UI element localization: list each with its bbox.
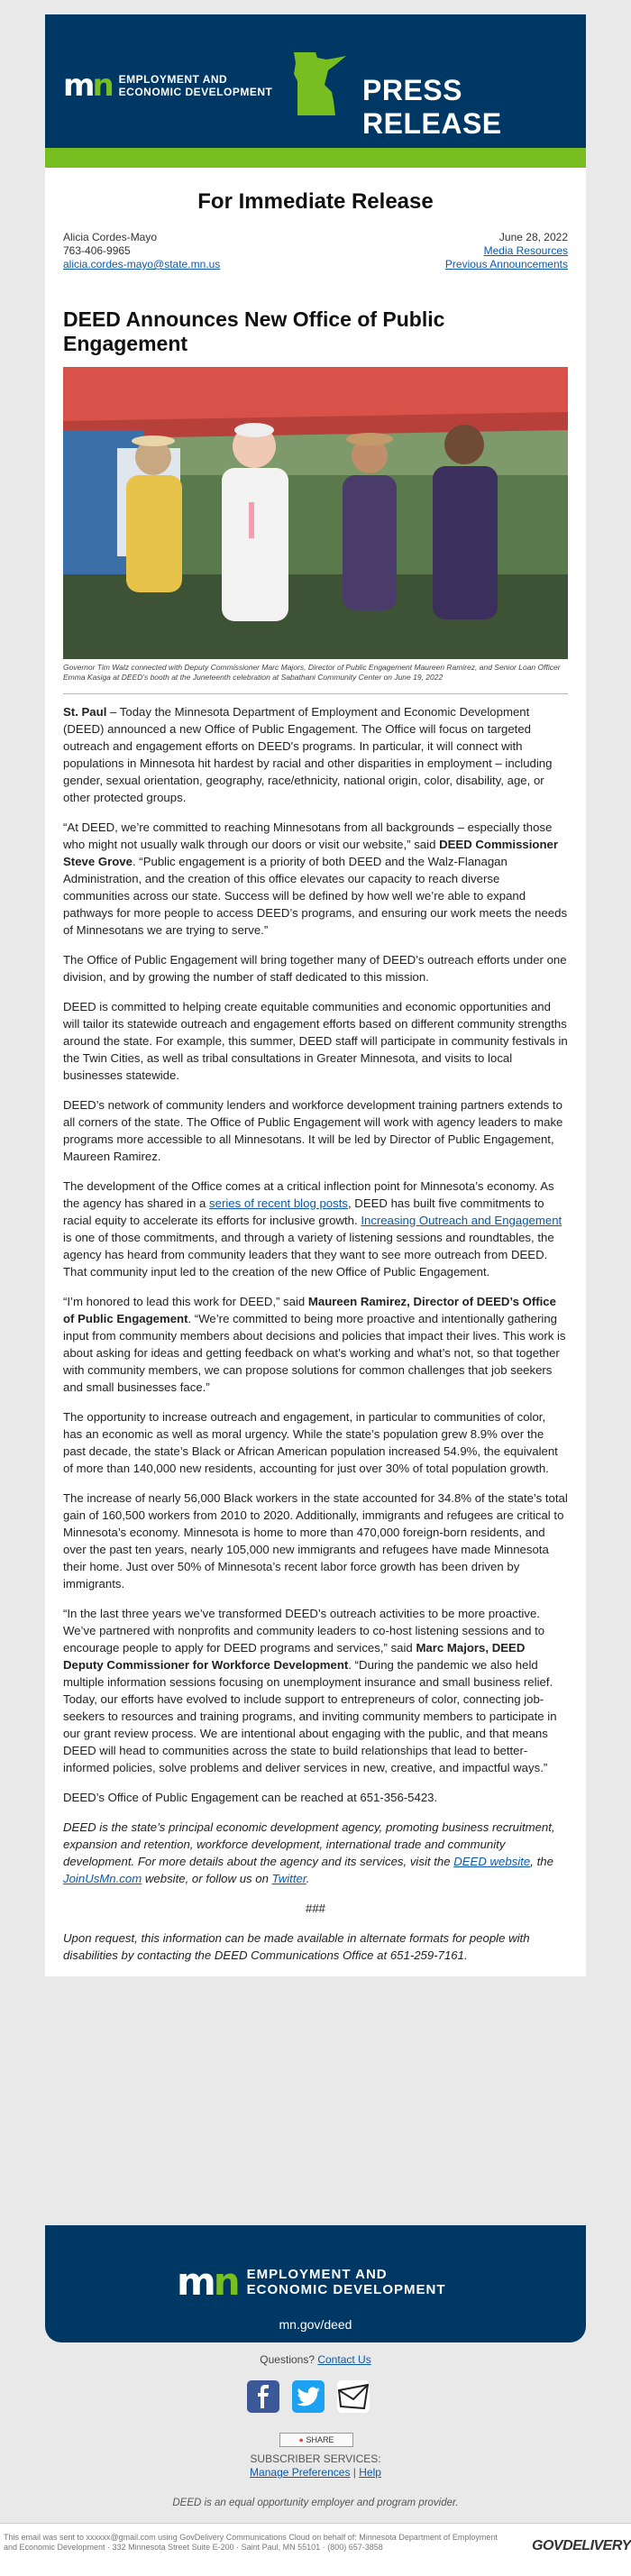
contact-us-link[interactable]: Contact Us (317, 2353, 371, 2366)
logo-line-2: ECONOMIC DEVELOPMENT (118, 86, 273, 98)
headline: DEED Announces New Office of Public Engagement (63, 307, 445, 355)
share-button[interactable]: ● SHARE (279, 2433, 353, 2447)
minnesota-state-icon (290, 50, 348, 117)
paragraph-5: DEED’s network of community lenders and workforce development training partners extends to all corners of the state. The Office of Public Engagement will work with agency leaders to make programs more accessible to all Minnesotans. It will be led by Director of Public Engagement, Maureen Ramirez. (63, 1098, 563, 1163)
contact-name: Alicia Cordes-Mayo (63, 231, 158, 243)
govdelivery-logo[interactable]: GOVDELIVERY (532, 2538, 631, 2553)
subscriber-services-label: SUBSCRIBER SERVICES: (250, 2452, 381, 2465)
footer-deed-logo: mn EMPLOYMENT AND ECONOMIC DEVELOPMENT (177, 2260, 446, 2304)
media-resources-link[interactable]: Media Resources (483, 244, 568, 257)
help-link[interactable]: Help (359, 2466, 381, 2479)
divider (63, 693, 568, 694)
legal-text: This email was sent to xxxxxx@gmail.com using GovDelivery Communications Cloud on behalf of: Minnesota Department of Employment and Economic Development · 332 Minnesota Street Suite E-200 · Saint Paul, MN 55101 · (800) 657-3858 (4, 2533, 498, 2552)
contact-email-link[interactable]: alicia.cordes-mayo@state.mn.us (63, 258, 221, 270)
social-icons (247, 2380, 370, 2413)
subscriber-services: SUBSCRIBER SERVICES: Manage Preferences | Help (0, 2452, 631, 2480)
paragraph-4: DEED is committed to helping create equitable communities and economic opportunities and will tailor its statewide outreach and engagement efforts based on different community strengths around the state. For example, this summer, DEED staff will participate in community festivals in the Twin Cities, as well as tribal consultations in Greater Minnesota, and visits to local businesses statewide. (63, 1000, 568, 1082)
contact-info (45, 231, 586, 271)
paragraph-12: DEED is the state’s principal economic development agency, promoting business recruitment, expansion and retention, workforce development, international trade and community development. For more details about the agency and its services, visit the DEED website, the JoinUsMn.com website, or follow us on Twitter. (63, 1820, 555, 1885)
questions-line: Questions? Contact Us (260, 2353, 371, 2366)
eop-statement: DEED is an equal opportunity employer and program provider. (172, 2498, 459, 2508)
contact-phone: 763-406-9965 (63, 244, 131, 257)
footer-logo-banner (45, 2225, 586, 2342)
email-icon[interactable] (337, 2380, 370, 2413)
paragraph-2: “At DEED, we’re committed to reaching Minnesotans from all backgrounds – especially those who might not usually walk through our doors or visit our website,” said DEED Commissioner Steve Grove. “Public engagement is a priority of both DEED and the Walz-Flanagan Administration, and the creation of this office elevates our capacity to reach diverse communities across our state. Success will be defined by how well we’re able to expand pathways for more people to access DEED’s programs, and ensuring our work meets the needs of Minnesotans we are trying to serve.” (63, 820, 568, 937)
twitter-link[interactable]: Twitter (271, 1872, 306, 1885)
paragraph-1: St. Paul – Today the Minnesota Department of Employment and Economic Development (DEED) announced a new Office of Public Engagement. The Office will focus on targeted outreach and engagement efforts on DEED's programs. In particular, it will connect with populations in Minnesota hit hardest by racial and other disparities in employment – including gender, sexual orientation, geography, race/ethnicity, national origin, color, disability, age, or other protected groups. (63, 705, 553, 804)
logo-line-1: EMPLOYMENT AND (118, 73, 228, 86)
deed-logo: mn EMPLOYMENT AND ECONOMIC DEVELOPMENT (63, 68, 273, 104)
header-banner (45, 14, 586, 148)
paragraph-11: DEED’s Office of Public Engagement can be reached at 651-356-5423. (63, 1791, 438, 1804)
paragraph-7: “I’m honored to lead this work for DEED,” said Maureen Ramirez, Director of DEED’s Office of Public Engagement. “We’re committed to being more proactive and intentionally gathering input from community members about decisions and policies that impact their lives. This work is about asking for ideas and getting feedback on what’s working and what’s not, so that together with community members, we can propose solutions for common challenges that job seekers and small businesses face.” (63, 1295, 566, 1394)
footer-logo-line-1: EMPLOYMENT AND (246, 2267, 388, 2282)
outreach-engagement-link[interactable]: Increasing Outreach and Engagement (361, 1214, 562, 1227)
previous-announcements-link[interactable]: Previous Announcements (444, 258, 568, 270)
manage-preferences-link[interactable]: Manage Preferences (250, 2466, 351, 2479)
facebook-icon[interactable] (247, 2380, 279, 2413)
legal-footer (0, 2523, 631, 2576)
green-accent-bar (45, 148, 586, 168)
email-body (45, 14, 586, 1976)
end-marker: ### (305, 1902, 325, 1915)
footer-url: mn.gov/deed (279, 2317, 352, 2332)
deed-website-link[interactable]: DEED website (453, 1855, 531, 1868)
paragraph-8: The opportunity to increase outreach and engagement, in particular to communities of color, has an economic as well as moral urgency. While the state’s population grew 8.9% over the past decade, the state’s Black or African American population increased 54.9%, the equivalent of more than 140,000 new residents, accounting for just over 30% of total population growth. (63, 1410, 558, 1475)
paragraph-9: The increase of nearly 56,000 Black workers in the state accounted for 34.8% of the state’s total gain of 160,500 workers from 2010 to 2020. Additionally, immigrants and refugees are critical to Minnesota’s economy. Minnesota is home to more than 470,000 foreign-born residents, and over the past ten years, nearly 105,000 new immigrants and refugees have made Minnesota their home. Just over 50% of Minnesota’s recent labor force growth has been driven by immigrants. (63, 1491, 568, 1591)
press-release-title: PRESS RELEASE (362, 74, 502, 140)
footer-logo-line-2: ECONOMIC DEVELOPMENT (246, 2282, 446, 2297)
joinusmn-link[interactable]: JoinUsMn.com (63, 1872, 142, 1885)
footer (0, 2222, 631, 2575)
photo-caption: Governor Tim Walz connected with Deputy Commissioner Marc Majors, Director of Public Engagement Maureen Ramirez, and Senior Loan Officer Emma Kasiga at DEED's booth at the Juneteenth celebration at Sabathani Community Center on June 19, 2022 (63, 663, 561, 682)
event-photo (63, 367, 568, 659)
release-label: For Immediate Release (197, 189, 434, 214)
paragraph-6: The development of the Office comes at a critical inflection point for Minnesota’s economy. As the agency has shared in a series of recent blog posts, DEED has built five commitments to racial equity to accelerate its efforts for inclusive growth. Increasing Outreach and Engagement is one of those commitments, and through a variety of listening sessions and roundtables, the agency has heard from community leaders that they want to see more outreach from DEED. That community input led to the creation of the new Office of Public Engagement. (63, 1179, 562, 1279)
blog-posts-link[interactable]: series of recent blog posts (209, 1196, 348, 1210)
paragraph-10: “In the last three years we’ve transformed DEED’s outreach activities to be more proactive. We’ve partnered with nonprofits and community leaders to co-host listening sessions and to encourage people to apply for DEED programs and services,” said Marc Majors, DEED Deputy Commissioner for Workforce Development. “During the pandemic we also held multiple information sessions focusing on unemployment insurance and small business relief. Today, our efforts have evolved to include support to entrepreneurs of color, connecting job-seekers to resources and training programs, and inviting community members to participate in our grant review process. We are intentional about engaging with the public, and that means DEED will head to communities across the state to build relationships that lead to better-informed policies, solve problems and deliver services in new, creative, and impactful ways.” (63, 1607, 557, 1774)
paragraph-13: Upon request, this information can be made available in alternate formats for people with disabilities by contacting the DEED Communications Office at 651-259-7161. (63, 1931, 530, 1962)
release-date: June 28, 2022 (498, 231, 568, 243)
twitter-icon[interactable] (292, 2380, 325, 2413)
paragraph-3: The Office of Public Engagement will bring together many of DEED’s outreach efforts under one division, and by growing the number of staff dedicated to this mission. (63, 953, 567, 984)
article-body (45, 703, 586, 1964)
